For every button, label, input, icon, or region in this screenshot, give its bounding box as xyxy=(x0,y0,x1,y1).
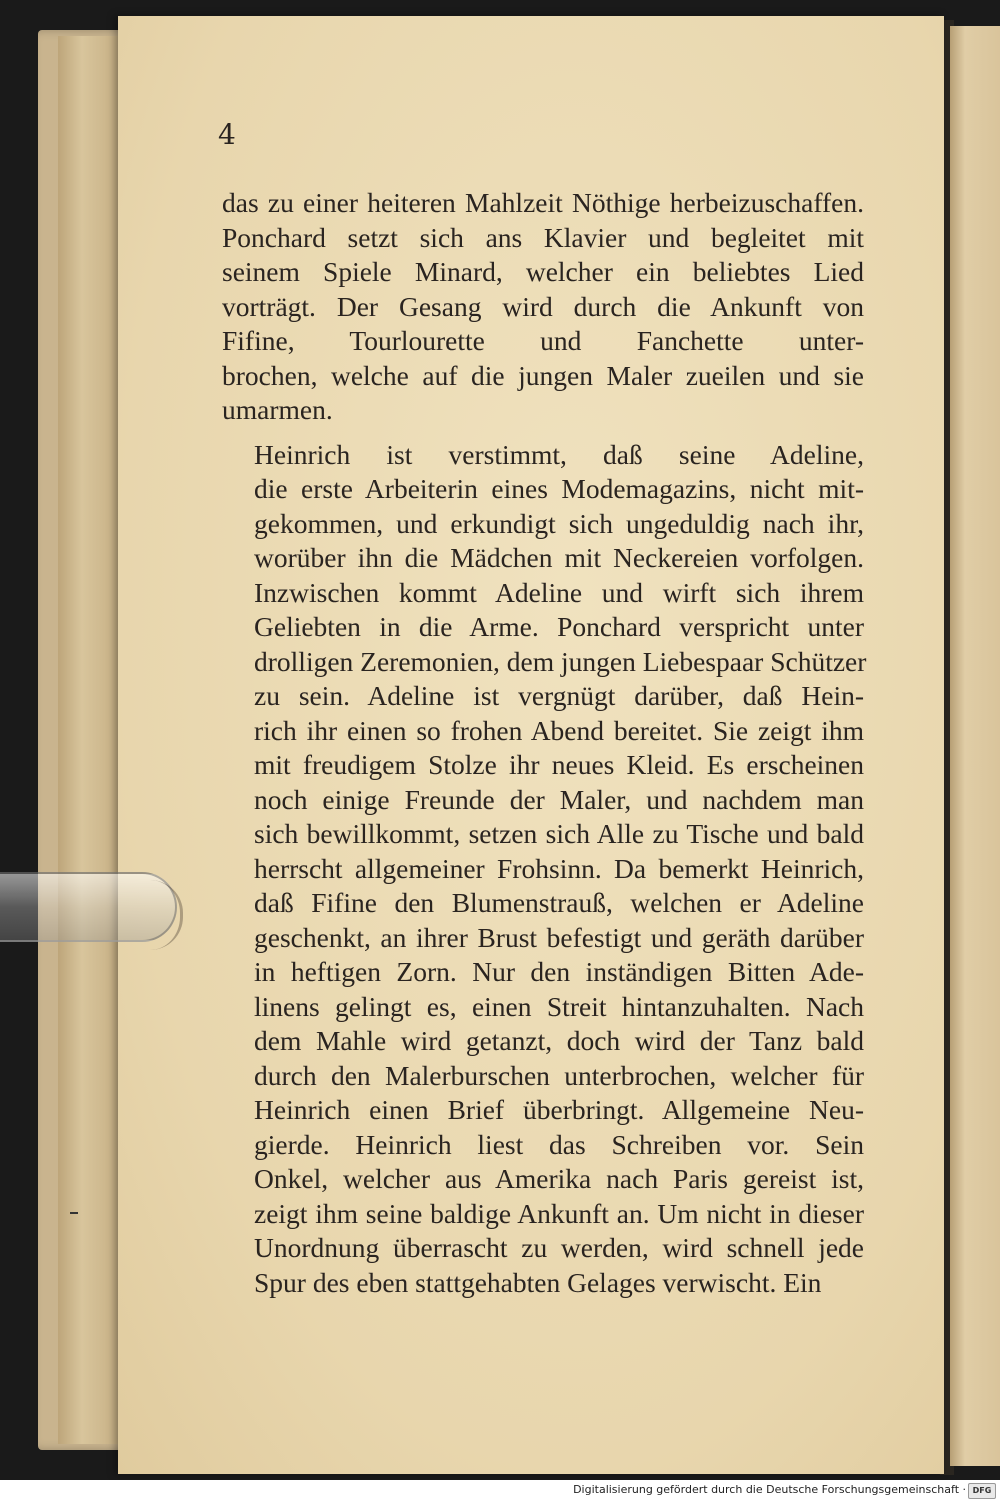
text-line: Inzwischen kommt Adeline und wirft sich ihrem xyxy=(254,576,864,608)
text-line: in heftigen Zorn. Nur den inständigen Bitten Ade- xyxy=(254,956,864,987)
text-line: zu sein. Adeline ist vergnügt darüber, daß Hein- xyxy=(254,680,864,711)
page-number: 4 xyxy=(218,118,236,151)
text-line: rich ihr einen so frohen Abend bereitet. Sie zeigt ihm xyxy=(254,714,864,746)
paragraph-1 xyxy=(222,186,864,428)
text-line: Heinrich einen Brief überbringt. Allgemeine Neu- xyxy=(254,1094,864,1125)
text-line: gierde. Heinrich liest das Schreiben vor. Sein xyxy=(254,1128,864,1160)
text-line: dem Mahle wird getanzt, doch wird der Tanz bald xyxy=(254,1025,864,1056)
text-line: mit freudigem Stolze ihr neues Kleid. Es erscheinen xyxy=(254,749,864,780)
text-line: seinem Spiele Minard, welcher ein beliebtes Lied xyxy=(222,256,864,287)
text-line: Geliebten in die Arme. Ponchard verspricht unter xyxy=(254,611,864,642)
text-line: noch einige Freunde der Maler, und nachdem man xyxy=(254,783,864,815)
text-line: daß Fifine den Blumenstrauß, welchen er Adeline xyxy=(254,887,864,918)
text-line: gekommen, und erkundigt sich ungeduldig nach ihr, xyxy=(254,507,864,539)
text-line: zeigt ihm seine baldige Ankunft an. Um nicht in dieser xyxy=(254,1197,864,1229)
text-line: die erste Arbeiterin eines Modemagazins, nicht mit- xyxy=(254,473,864,504)
footer-credit: Digitalisierung gefördert durch die Deutsche Forschungsgemeinschaft · xyxy=(573,1483,966,1496)
dfg-logo: DFG xyxy=(968,1483,996,1499)
text-line: drolligen Zeremonien, dem jungen Liebespaar Schützer xyxy=(254,645,867,677)
text-line: worüber ihn die Mädchen mit Neckereien vorfolgen. xyxy=(254,542,864,573)
book-page-edges xyxy=(58,36,118,1444)
page-speck xyxy=(70,1212,78,1214)
text-line: Onkel, welcher aus Amerika nach Paris gereist ist, xyxy=(254,1163,864,1194)
text-line: brochen, welche auf die jungen Maler zueilen und sie xyxy=(222,359,864,391)
text-line: geschenkt, an ihrer Brust befestigt und geräth darüber xyxy=(254,921,864,953)
text-line: herrscht allgemeiner Frohsinn. Da bemerkt Heinrich, xyxy=(254,852,864,884)
text-line: sich bewillkommt, setzen sich Alle zu Tische und bald xyxy=(254,818,864,849)
facing-page-edge xyxy=(950,26,1000,1466)
paragraph-2 xyxy=(222,438,867,1301)
text-line: durch den Malerburschen unterbrochen, welcher für xyxy=(254,1059,864,1091)
text-line: Heinrich ist verstimmt, daß seine Adeline, xyxy=(254,438,864,470)
footer-bar xyxy=(0,1480,1000,1502)
text-line: linens gelingt es, einen Streit hintanzuhalten. Nach xyxy=(254,990,864,1022)
page-text xyxy=(222,186,867,1300)
text-line: Fifine, Tourlourette und Fanchette unter- xyxy=(222,325,864,356)
text-line: Spur des eben stattgehabten Gelages verwischt. Ein xyxy=(254,1266,822,1298)
text-line: Unordnung überrascht zu werden, wird schnell jede xyxy=(254,1232,864,1263)
text-line: umarmen. xyxy=(222,394,333,425)
text-line: das zu einer heiteren Mahlzeit Nöthige herbeizuschaffen. xyxy=(222,187,864,218)
text-line: Ponchard setzt sich ans Klavier und begleitet mit xyxy=(222,221,864,253)
text-line: vorträgt. Der Gesang wird durch die Ankunft von xyxy=(222,290,864,322)
